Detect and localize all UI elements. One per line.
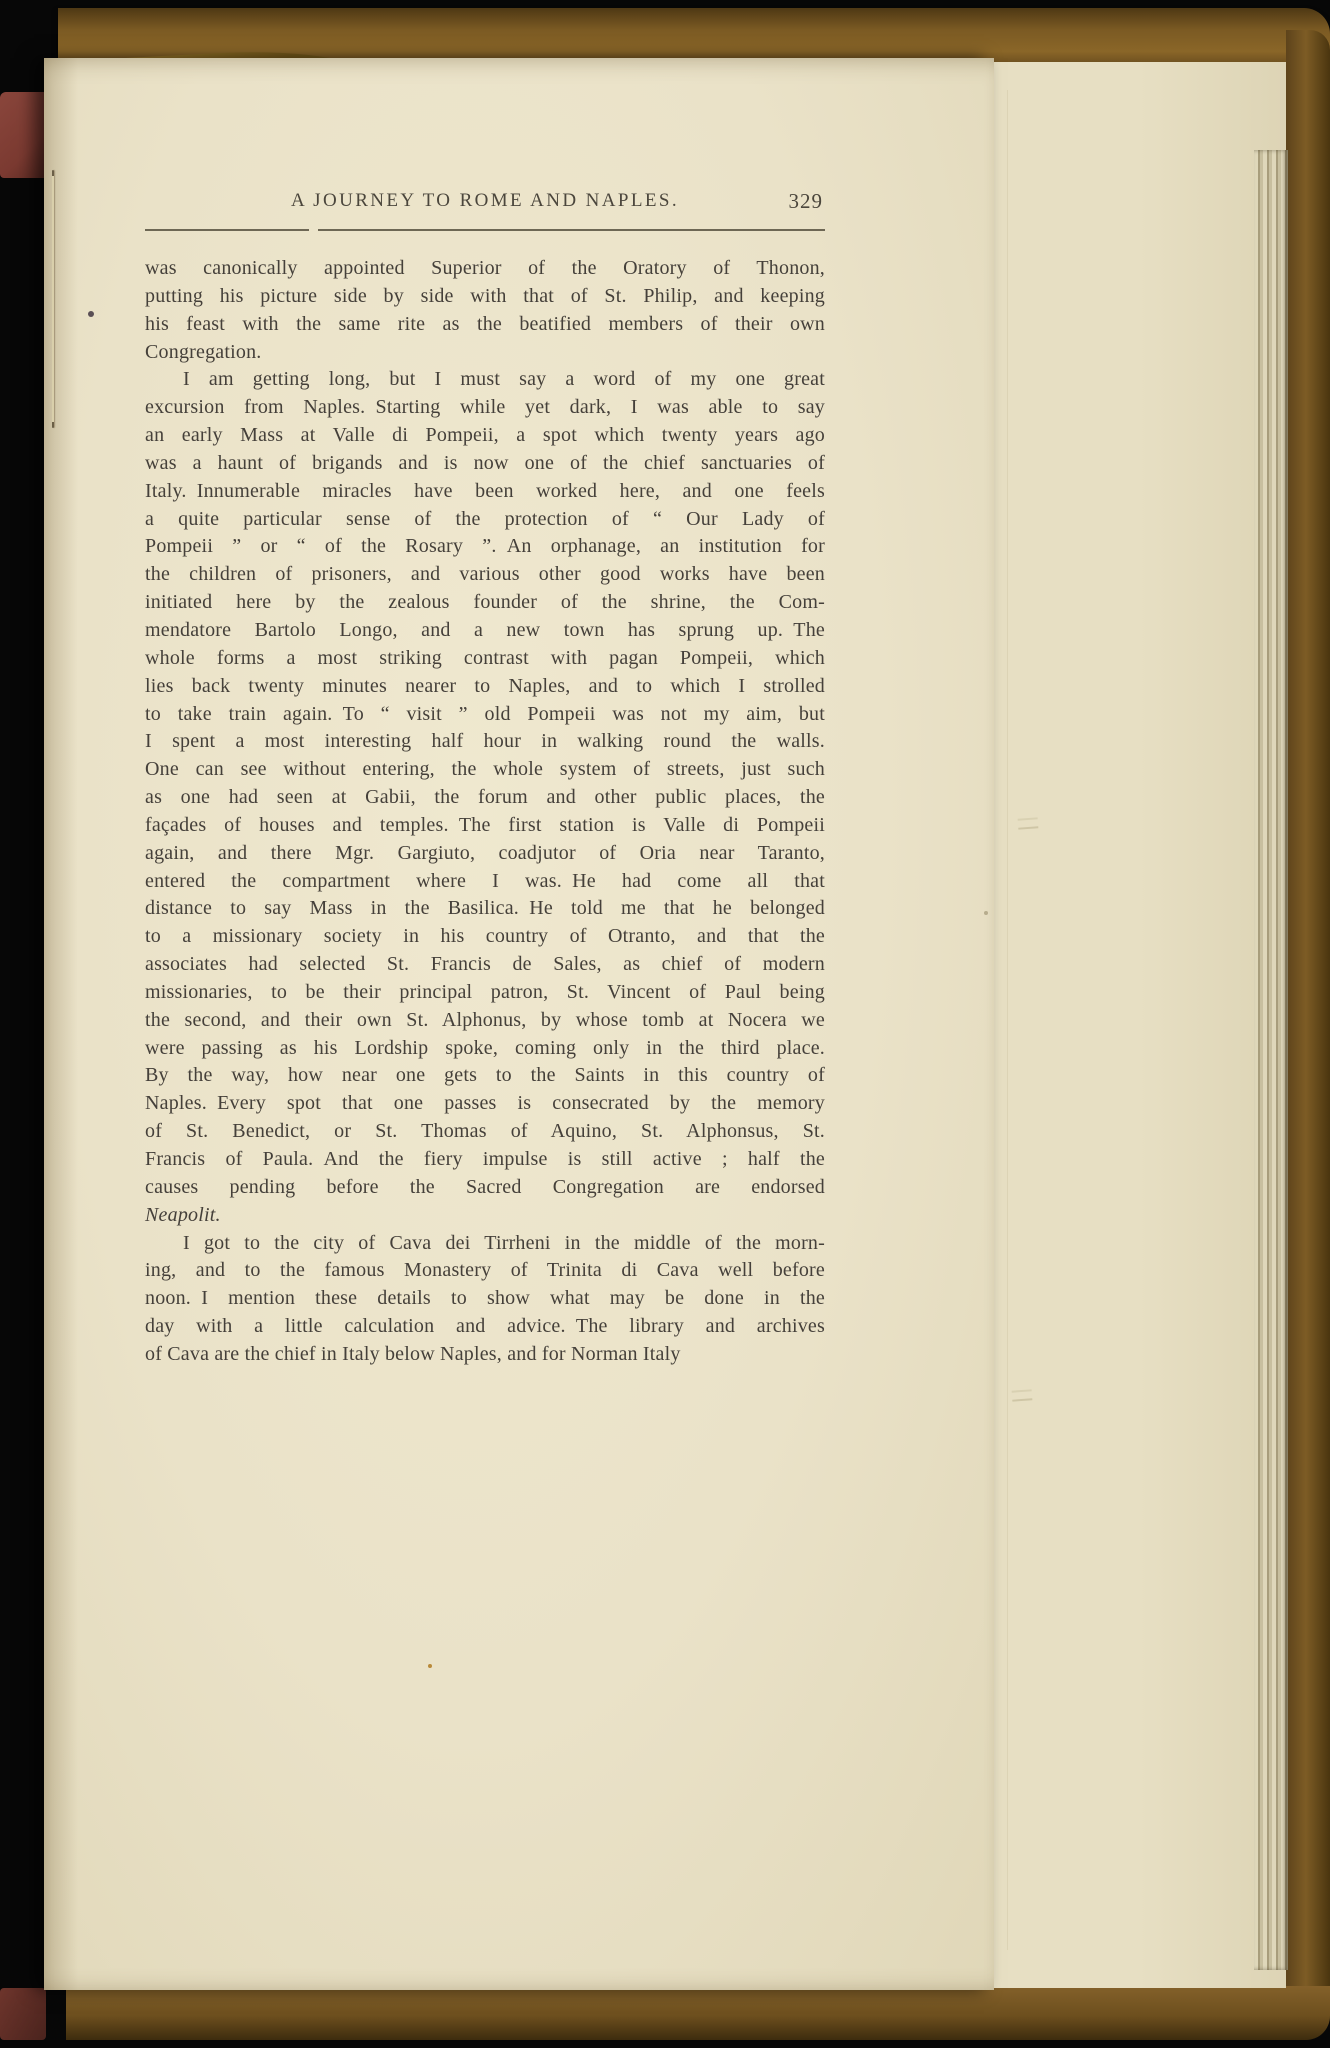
running-header-row	[145, 190, 825, 220]
binding-thread	[52, 170, 54, 428]
text-line: was a haunt of brigands and is now one of the chief sanctuaries of	[145, 451, 825, 474]
text-line: the children of prisoners, and various other good works have been	[145, 563, 825, 586]
text-line: excursion from Naples. Starting while yet dark, I was able to say	[145, 396, 825, 419]
text-line: I am getting long, but I must say a word of my one great	[183, 368, 825, 391]
book-spine-corner-bottom	[0, 1988, 46, 2040]
text-line: I got to the city of Cava dei Tirrheni in the middle of the morn-	[183, 1231, 825, 1254]
text-line: Francis of Paula. And the fiery impulse is still active ; half the	[145, 1148, 825, 1170]
text-line: entered the compartment where I was. He had come all that	[145, 869, 825, 892]
body-text	[145, 255, 825, 1369]
text-line: his feast with the same rite as the beatified members of their own	[145, 312, 825, 335]
text-line: Neapolit.	[145, 1203, 221, 1226]
text-line: again, and there Mgr. Gargiuto, coadjutor of Oria near Taranto,	[145, 841, 825, 864]
text-line: I spent a most interesting half hour in walking round the walls.	[145, 730, 825, 753]
book-cover-right-edge	[1286, 30, 1330, 2020]
page-edge-line	[1007, 90, 1008, 1950]
text-line: day with a little calculation and advice. The library and archives	[145, 1315, 825, 1338]
text-line: were passing as his Lordship spoke, coming only in the third place.	[145, 1036, 825, 1059]
text-line: whole forms a most striking contrast with pagan Pompeii, which	[145, 646, 825, 669]
header-rule	[145, 229, 825, 231]
edge-scratch-mark	[1018, 817, 1039, 829]
gutter-shadow	[44, 58, 78, 1990]
text-line: associates had selected St. Francis de Sales, as chief of modern	[145, 953, 825, 976]
page-text	[145, 190, 825, 1369]
paper-speck	[984, 911, 988, 915]
paper-speck	[428, 1664, 432, 1668]
text-line: Pompeii ” or “ of the Rosary ”. An orphanage, an institution for	[145, 535, 825, 558]
text-line: causes pending before the Sacred Congregation are endorsed	[145, 1175, 825, 1198]
text-line: of St. Benedict, or St. Thomas of Aquino, St. Alphonsus, St.	[145, 1120, 825, 1143]
text-line: missionaries, to be their principal patron, St. Vincent of Paul being	[145, 980, 825, 1003]
text-line: façades of houses and temples. The first station is Valle di Pompeii	[145, 813, 825, 836]
text-line: of Cava are the chief in Italy below Naples, and for Norman Italy	[145, 1342, 681, 1365]
text-line: By the way, how near one gets to the Saints in this country of	[145, 1064, 825, 1087]
book-cover-bottom-edge	[66, 1986, 1330, 2040]
text-line: noon. I mention these details to show what may be done in the	[145, 1287, 825, 1310]
fore-edge-pages	[1254, 150, 1288, 1970]
text-line: lies back twenty minutes nearer to Naples, and to which I strolled	[145, 674, 825, 697]
edge-scratch-mark	[1012, 1389, 1033, 1401]
text-line: was canonically appointed Superior of the Oratory of Thonon,	[145, 257, 825, 279]
text-line: as one had seen at Gabii, the forum and other public places, the	[145, 786, 825, 809]
ink-speck	[88, 311, 94, 317]
text-line: a quite particular sense of the protection of “ Our Lady of	[145, 507, 825, 530]
text-line: ing, and to the famous Monastery of Trinita di Cava well before	[145, 1259, 825, 1282]
running-header: A JOURNEY TO ROME AND NAPLES.	[290, 190, 680, 211]
text-line: the second, and their own St. Alphonus, by whose tomb at Nocera we	[145, 1008, 825, 1031]
text-line: to a missionary society in his country of Otranto, and that the	[145, 925, 825, 948]
text-line: distance to say Mass in the Basilica. He told me that he belonged	[145, 897, 825, 920]
text-line: mendatore Bartolo Longo, and a new town has sprung up. The	[145, 618, 825, 641]
text-line: Italy. Innumerable miracles have been worked here, and one feels	[145, 479, 825, 502]
text-line: Naples. Every spot that one passes is consecrated by the memory	[145, 1092, 825, 1115]
text-line: Congregation.	[145, 340, 262, 363]
text-line: One can see without entering, the whole system of streets, just such	[145, 758, 825, 781]
text-line: putting his picture side by side with that of St. Philip, and keeping	[145, 284, 825, 307]
page-number: 329	[788, 189, 823, 213]
text-line: an early Mass at Valle di Pompeii, a spot which twenty years ago	[145, 424, 825, 447]
text-line: to take train again. To “ visit ” old Pompeii was not my aim, but	[145, 702, 825, 725]
text-line: initiated here by the zealous founder of the shrine, the Com-	[145, 591, 825, 614]
